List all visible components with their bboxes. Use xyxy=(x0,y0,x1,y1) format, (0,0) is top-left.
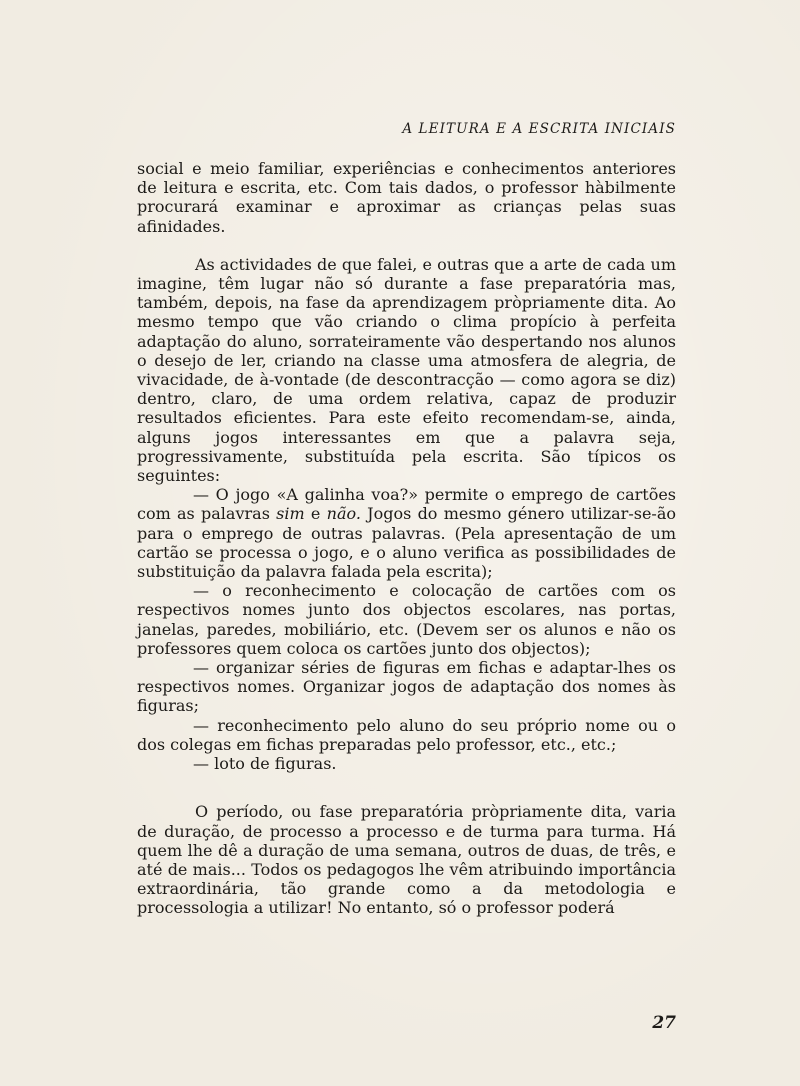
list-item-card-placement: — o reconhecimento e colocação de cartões com os respectivos nomes junto dos objectos escolares, nas portas, janelas, paredes, mobiliário, etc. (Devem ser os alunos e não os professores quem coloca os cartões junto dos objectos); xyxy=(137,581,676,658)
list-item-galinha-conjunction: e xyxy=(304,504,327,524)
list-item-galinha-text-end: Jogos do mesmo género utilizar-se-ão para o emprego de outras palavras. (Pela apresentação de um cartão se processa o jogo, e o aluno verifica as possibilidades de substituição da palavra falada pela escrita); xyxy=(137,504,676,582)
list-item-loto: — loto de figuras. xyxy=(193,754,337,774)
list-item-galinha-text-start: — O jogo «A galinha voa?» permite o emprego de cartões com as palavras xyxy=(137,485,676,524)
paragraph-preparatory-phase: O período, ou fase preparatória pròpriamente dita, varia de duração, de processo a processo e de turma para turma. Há quem lhe dê a duração de uma semana, outros de duas, de três, e até de mais... Todos os pedagogos lhe vêm atribuindo importância extraordinária, tão grande como a da metodologia e processologia a utilizar! No entanto, só o professor poderá xyxy=(137,802,676,918)
list-item-figure-series: — organizar séries de figuras em fichas e adaptar-lhes os respectivos nomes. Organizar jogos de adaptação dos nomes às figuras; xyxy=(137,658,676,716)
paragraph-continuation: social e meio familiar, experiências e conhecimentos anteriores de leitura e escrita, etc. Com tais dados, o professor hàbilmente procurará examinar e aproximar as crianças pelas suas afinidades. xyxy=(137,159,676,236)
word-sim: sim xyxy=(276,504,305,524)
list-item-name-recognition: — reconhecimento pelo aluno do seu próprio nome ou o dos colegas em fichas preparadas pelo professor, etc., etc.; xyxy=(137,715,676,754)
paragraph-activities: As actividades de que falei, e outras que a arte de cada um imagine, têm lugar não só durante a fase preparatória mas, também, depois, na fase da aprendizagem pròpriamente dita. Ao mesmo tempo que vão criando o clima propício à perfeita adaptação do aluno, sorrateiramente vão despertando nos alunos o desejo de ler, criando na classe uma atmosfera de alegria, de vivacidade, de à-vontade (de descontracção — como agora se diz) dentro, claro, de uma ordem relativa, capaz de produzir resultados eficientes. Para este efeito recomendam-se, ainda, alguns jogos interessantes em que a palavra seja, progressivamente, substituída pela escrita. São típicos os seguintes: xyxy=(137,254,676,486)
body-text xyxy=(137,159,676,918)
word-nao: não. xyxy=(326,504,361,524)
running-header: A LEITURA E A ESCRITA INICIAIS xyxy=(402,121,676,137)
list-item-galinha-game xyxy=(137,485,676,581)
page-number: 27 xyxy=(652,1013,676,1033)
